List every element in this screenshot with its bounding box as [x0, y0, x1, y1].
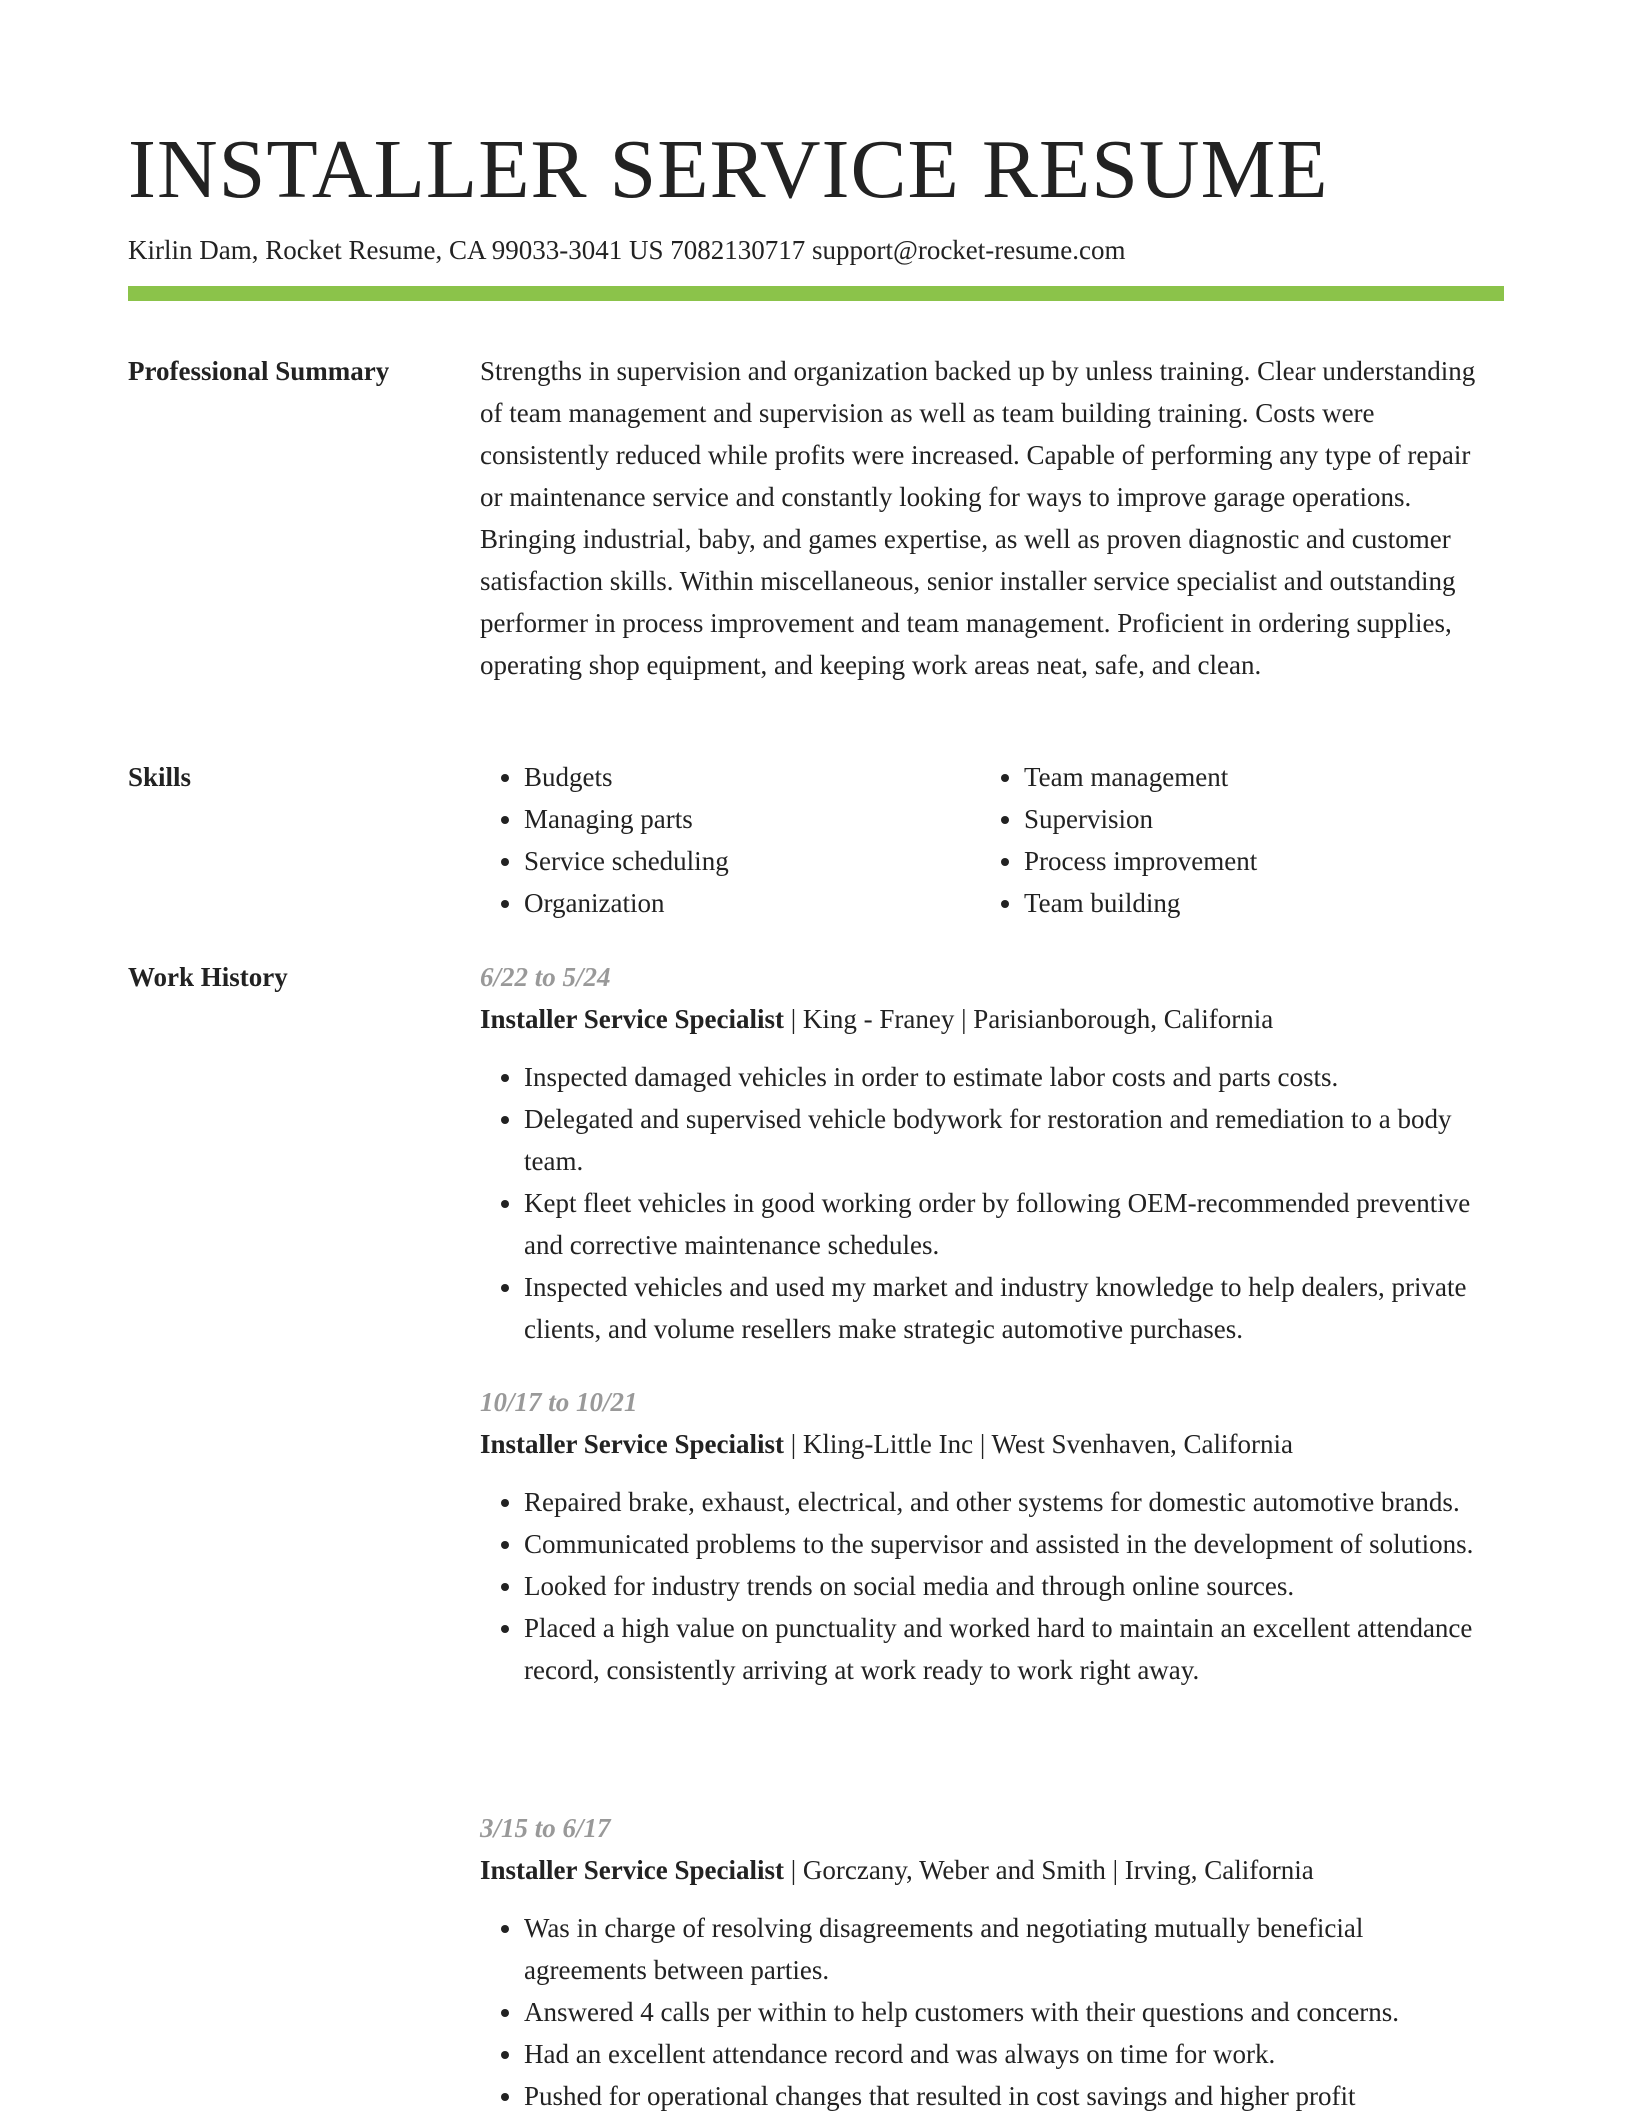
job-heading	[480, 1849, 1480, 1891]
job-duty: • Delegated and supervised vehicle bodywork for restoration and remediation to a body team.	[524, 1098, 1480, 1182]
summary-body	[480, 350, 1480, 686]
skills-columns	[480, 756, 1480, 924]
job-duty: • Placed a high value on punctuality and worked hard to maintain an excellent attendance record, consistently arriving at work ready to work right away.	[524, 1607, 1480, 1691]
skills-label: Skills	[128, 762, 192, 792]
skill-item: • Service scheduling	[524, 840, 980, 882]
job-heading	[480, 998, 1480, 1040]
skills-column-left	[480, 756, 980, 924]
skill-item: • Organization	[524, 882, 980, 924]
contact-line: Kirlin Dam, Rocket Resume, CA 99033-3041 US 7082130717 support@rocket-resume.com	[128, 235, 1126, 265]
skills-column-right	[980, 756, 1480, 924]
job-entry	[480, 1381, 1480, 1691]
job-duty: • Kept fleet vehicles in good working order by following OEM-recommended preventive and corrective maintenance schedules.	[524, 1182, 1480, 1266]
skill-item: • Supervision	[1024, 798, 1480, 840]
header-divider	[128, 286, 1504, 301]
job-duties	[480, 1056, 1480, 1350]
job-details: | Gorczany, Weber and Smith | Irving, California	[783, 1855, 1314, 1885]
job-duty: • Had an excellent attendance record and was always on time for work.	[524, 2033, 1480, 2075]
work-history-label: Work History	[128, 962, 288, 992]
job-duty: • Was in charge of resolving disagreements and negotiating mutually beneficial agreements between parties.	[524, 1907, 1480, 1991]
job-entry	[480, 956, 1480, 1350]
job-duty: • Inspected vehicles and used my market and industry knowledge to help dealers, private clients, and volume resellers make strategic automotive purchases.	[524, 1266, 1480, 1350]
job-details: | Kling-Little Inc | West Svenhaven, California	[783, 1429, 1293, 1459]
skill-item: • Budgets	[524, 756, 980, 798]
skills-body	[480, 756, 1480, 924]
job-title: Installer Service Specialist	[480, 1004, 784, 1034]
job-dates: 3/15 to 6/17	[480, 1813, 611, 1843]
job-heading	[480, 1423, 1480, 1465]
job-duty: • Pushed for operational changes that resulted in cost savings and higher profit	[524, 2075, 1480, 2117]
job-dates: 6/22 to 5/24	[480, 962, 611, 992]
job-entry	[480, 1807, 1480, 2117]
job-details: | King - Franey | Parisianborough, California	[783, 1004, 1274, 1034]
job-title: Installer Service Specialist	[480, 1429, 784, 1459]
summary-text: Strengths in supervision and organization backed up by unless training. Clear understanding of team management and supervision as well as team building training. Costs were consistently reduced while profits were increased. Capable of performing any type of repair or maintenance service and constantly looking for ways to improve garage operations. Bringing industrial, baby, and games expertise, as well as proven diagnostic and customer satisfaction skills. Within miscellaneous, senior installer service specialist and outstanding performer in process improvement and team management. Proficient in ordering supplies, operating shop equipment, and keeping work areas neat, safe, and clean.	[480, 356, 1476, 680]
job-duty: • Looked for industry trends on social media and through online sources.	[524, 1565, 1480, 1607]
job-duties	[480, 1481, 1480, 1691]
skill-item: • Team management	[1024, 756, 1480, 798]
skill-item: • Team building	[1024, 882, 1480, 924]
summary-label: Professional Summary	[128, 356, 390, 386]
job-duty: • Communicated problems to the supervisor and assisted in the development of solutions.	[524, 1523, 1480, 1565]
job-duty: • Inspected damaged vehicles in order to estimate labor costs and parts costs.	[524, 1056, 1480, 1098]
resume-title: INSTALLER SERVICE RESUME	[128, 123, 1329, 216]
job-duty: • Repaired brake, exhaust, electrical, and other systems for domestic automotive brands.	[524, 1481, 1480, 1523]
job-duty: • Answered 4 calls per within to help customers with their questions and concerns.	[524, 1991, 1480, 2033]
job-title: Installer Service Specialist	[480, 1855, 784, 1885]
skill-item: • Process improvement	[1024, 840, 1480, 882]
job-duties	[480, 1907, 1480, 2117]
job-dates: 10/17 to 10/21	[480, 1387, 638, 1417]
skill-item: • Managing parts	[524, 798, 980, 840]
